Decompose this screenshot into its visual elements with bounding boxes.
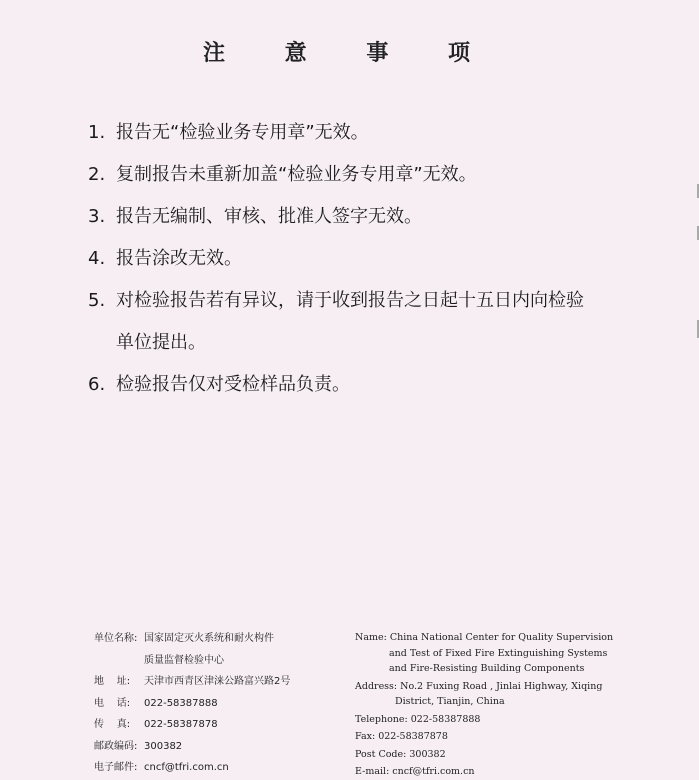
email-label: 电子邮件: bbox=[94, 762, 138, 773]
fax-label: 传 真: bbox=[94, 719, 131, 730]
phone-value: 022-58387888 bbox=[144, 697, 218, 709]
item-number: 4. bbox=[88, 248, 106, 269]
item-number: 5. bbox=[88, 290, 106, 311]
email-value: cncf@tfri.com.cn bbox=[144, 762, 229, 773]
item-text: 报告无“检验业务专用章”无效。 bbox=[116, 122, 369, 143]
item-number: 2. bbox=[88, 164, 106, 185]
list-item bbox=[88, 238, 648, 280]
unit-name-label: 单位名称: bbox=[94, 633, 138, 644]
postcode-value: 300382 bbox=[144, 740, 183, 752]
postcode-label: 邮政编码: bbox=[94, 740, 138, 752]
post-code: Post Code: 300382 bbox=[355, 748, 446, 760]
list-item bbox=[88, 154, 648, 196]
list-item bbox=[88, 364, 648, 406]
unit-name-line1: 国家固定灭火系统和耐火构件 bbox=[144, 633, 274, 644]
list-item bbox=[88, 112, 648, 154]
contact-info-cn bbox=[94, 628, 290, 779]
email: E-mail: cncf@tfri.com.cn bbox=[355, 766, 475, 777]
item-number: 1. bbox=[88, 122, 106, 143]
fax: Fax: 022-58387878 bbox=[355, 731, 448, 742]
item-number: 6. bbox=[88, 374, 106, 395]
notice-list bbox=[88, 112, 648, 406]
item-text: 报告涂改无效。 bbox=[116, 248, 242, 269]
item-text: 复制报告未重新加盖“检验业务专用章”无效。 bbox=[116, 164, 477, 185]
page-title: 注 意 事 项 bbox=[203, 41, 496, 66]
name-line3: and Fire-Resisting Building Components bbox=[389, 663, 585, 674]
address-label: 地 址: bbox=[94, 676, 131, 687]
address-line1: Address: No.2 Fuxing Road , Jinlai Highway, Xiqing bbox=[355, 680, 603, 692]
list-item bbox=[88, 280, 648, 364]
item-text: 对检验报告若有异议，请于收到报告之日起十五日内向检验单位提出。 bbox=[116, 290, 584, 353]
telephone: Telephone: 022-58387888 bbox=[355, 713, 481, 725]
unit-name-line2: 质量监督检验中心 bbox=[144, 654, 224, 666]
item-number: 3. bbox=[88, 206, 106, 227]
address-value: 天津市西青区津涞公路富兴路2号 bbox=[144, 676, 291, 687]
item-text: 报告无编制、审核、批准人签字无效。 bbox=[116, 206, 422, 227]
name-line1: Name: China National Center for Quality Supervision bbox=[355, 632, 614, 643]
name-line2: and Test of Fixed Fire Extinguishing Systems bbox=[389, 647, 608, 659]
item-text: 检验报告仅对受检样品负责。 bbox=[116, 374, 350, 395]
list-item bbox=[88, 196, 648, 238]
fax-value: 022-58387878 bbox=[144, 719, 218, 730]
contact-info-en bbox=[355, 630, 685, 780]
phone-label: 电 话: bbox=[94, 697, 131, 709]
address-line2: District, Tianjin, China bbox=[395, 696, 505, 707]
